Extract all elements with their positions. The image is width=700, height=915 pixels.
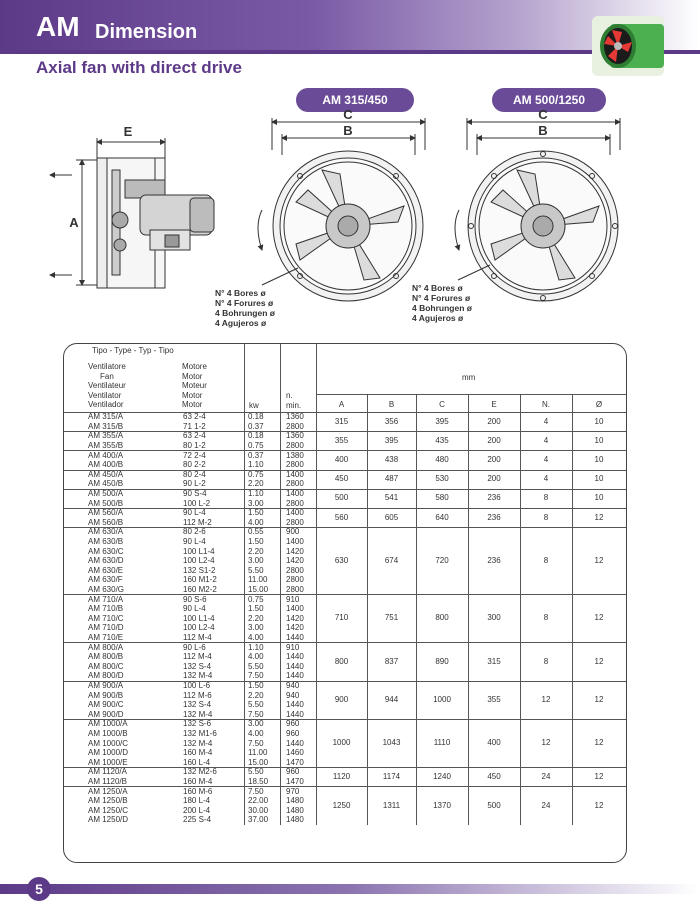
power-kw-cell: 2.20 [248,613,264,623]
dimension-value-cell: 12 [594,613,604,623]
power-kw-cell: 5.50 [248,700,264,710]
fan-type-cell: AM 1120/B [88,777,127,786]
fan-type-cell: AM 500/A [88,489,124,498]
power-kw-cell: 4.00 [248,633,264,642]
fan-type-cell: AM 900/A [88,681,124,690]
speed-rpm-cell: 2800 [286,517,304,527]
footer-band [0,884,700,894]
power-kw-cell: 1.10 [248,489,264,498]
dimension-value-cell: 720 [435,555,449,565]
dimension-value-cell: 1174 [382,771,401,781]
fan-type-cell: AM 315/B [88,421,124,431]
dimension-value-cell: 12 [594,738,604,748]
speed-rpm-cell: 1360 [286,431,304,441]
motor-type-cell: 71 1-2 [183,421,206,431]
dimension-value-cell: 605 [384,512,399,522]
fan-type-cell: AM 630/A [88,527,124,537]
power-kw-cell: 7.50 [248,709,264,719]
mm-header: mm [462,373,476,382]
front-view-315-450 [258,118,425,301]
power-kw-cell: 0.75 [248,594,264,604]
motor-type-cell: 63 2-4 [183,431,206,441]
dimension-value-cell: 12 [594,771,604,781]
speed-rpm-cell: 1480 [286,815,304,825]
dimension-value-cell: 355 [334,435,349,445]
page-number: 5 [27,877,51,901]
dimension-value-cell: 8 [543,613,549,623]
power-kw-cell: 3.00 [248,498,264,508]
motor-type-cell: 80 2-4 [183,469,206,479]
dimension-value-cell: 12 [594,656,604,666]
dimension-value-cell: 674 [384,555,399,565]
speed-rpm-cell: 1440 [286,652,304,662]
dimension-value-cell: 1110 [433,738,451,748]
dimension-value-cell: 236 [487,493,501,503]
motor-type-cell: 112 M-2 [183,517,212,527]
page-title-suffix: Dimension [95,21,198,43]
dimension-value-cell: 200 [487,455,501,464]
fan-thumbnail-logo [592,16,664,76]
dimension-value-cell: 435 [435,435,449,445]
motor-type-cell: 132 M-4 [183,671,213,681]
speed-rpm-cell: 2800 [286,585,304,594]
fan-header: Ventilatore Fan Ventilateur Ventilator Ventilador [88,362,126,410]
motor-type-cell: 160 M-4 [183,748,213,758]
motor-type-cell: 63 2-4 [183,412,206,422]
motor-header: Motore Motor Moteur Motor Motor [182,362,207,410]
speed-rpm-cell: 960 [286,729,300,738]
page-title: AM [36,11,80,42]
speed-rpm-cell: 1420 [286,546,304,556]
dimension-value-cell: 1240 [433,771,451,781]
speed-rpm-cell: 1480 [286,796,304,806]
dimension-value-cell: 944 [384,695,399,704]
motor-type-cell: 100 L2-4 [183,623,215,633]
power-kw-cell: 7.50 [248,786,264,796]
speed-rpm-cell: 1400 [286,469,304,479]
speed-rpm-cell: 1400 [286,489,304,498]
dimension-value-cell: 24 [541,800,551,810]
dimension-value-cell: 12 [541,738,551,748]
power-kw-cell: 7.50 [248,671,264,681]
power-kw-cell: 0.18 [248,431,264,441]
speed-rpm-cell: 910 [286,594,300,604]
dimension-value-cell: 541 [384,493,399,503]
fan-type-cell: AM 400/A [88,450,124,460]
speed-rpm-cell: 1470 [286,777,304,786]
dimension-value-cell: 315 [334,416,349,426]
motor-type-cell: 132 S-4 [183,700,212,710]
fan-type-cell: AM 355/A [88,431,124,441]
fan-type-cell: AM 355/B [88,441,124,450]
fan-type-cell: AM 800/D [88,671,124,681]
power-kw-cell: 2.20 [248,546,264,556]
motor-type-cell: 132 M1-6 [183,729,217,738]
motor-type-cell: 112 M-4 [183,633,212,642]
motor-type-cell: 90 S-4 [183,489,207,498]
power-kw-cell: 0.37 [248,450,264,460]
power-kw-cell: 1.10 [248,460,264,470]
dimension-value-cell: 710 [334,613,349,623]
power-kw-cell: 2.20 [248,690,264,700]
power-kw-cell: 4.00 [248,729,264,738]
power-kw-cell: 15.00 [248,585,269,594]
power-kw-cell: 2.20 [248,479,264,489]
fan-type-cell: AM 1250/B [88,796,128,806]
power-kw-cell: 0.55 [248,527,264,537]
speed-rpm-cell: 1420 [286,623,304,633]
dimension-value-cell: 395 [435,416,449,426]
fan-type-cell: AM 900/D [88,709,124,719]
dimension-value-cell: 1250 [332,800,351,810]
dimension-value-cell: 1000 [433,695,451,704]
power-kw-cell: 1.50 [248,681,264,690]
motor-type-cell: 80 2-2 [183,460,206,470]
dimension-value-cell: 356 [384,416,399,426]
dimension-value-cell: 355 [487,695,501,704]
power-kw-cell: 0.18 [248,412,264,422]
dimension-value-cell: 560 [334,512,349,522]
motor-type-cell: 80 2-6 [183,527,206,537]
dimension-value-cell: 800 [334,656,349,666]
power-kw-cell: 0.37 [248,421,264,431]
dimension-value-cell: 640 [435,512,449,522]
speed-rpm-cell: 960 [286,719,300,729]
fan-type-cell: AM 560/B [88,517,124,527]
motor-type-cell: 160 M2-2 [183,585,217,594]
dimension-value-cell: 500 [334,493,349,503]
power-kw-cell: 4.00 [248,652,264,662]
dimension-value-cell: 4 [543,435,549,445]
speed-rpm-cell: 940 [286,690,300,700]
dimension-value-cell: 200 [487,435,501,445]
bores-note-left: N° 4 Bores ø N° 4 Forures ø 4 Bohrungen ø 4 Agujeros ø [215,288,275,328]
speed-rpm-cell: 1440 [286,633,304,642]
dimension-value-cell: 395 [384,435,399,445]
dimension-value-cell: 8 [543,555,549,565]
fan-type-cell: AM 710/D [88,623,124,633]
fan-type-cell: AM 315/A [88,412,124,422]
power-kw-cell: 1.50 [248,508,264,518]
fan-type-cell: AM 450/B [88,479,124,489]
dimension-value-cell: 12 [594,555,604,565]
dimension-value-cell: 236 [487,555,501,565]
speed-rpm-cell: 2800 [286,575,304,585]
motor-type-cell: 132 S-4 [183,661,212,671]
speed-rpm-cell: 1440 [286,700,304,710]
dimension-value-cell: 10 [594,416,604,426]
fan-type-cell: AM 800/C [88,661,124,671]
dimension-value-cell: 4 [543,474,549,484]
dimension-drawing [0,110,700,340]
speed-rpm-cell: 1440 [286,738,304,748]
power-kw-cell: 5.50 [248,661,264,671]
dimension-value-cell: 900 [334,695,349,704]
speed-rpm-cell: 2800 [286,460,304,470]
dimension-value-cell: 837 [384,656,399,666]
speed-rpm-cell: 1400 [286,508,304,518]
motor-type-cell: 160 L-4 [183,757,211,767]
power-kw-cell: 5.50 [248,565,264,575]
dimension-value-cell: 480 [435,455,449,464]
fan-type-cell: AM 1250/A [88,786,128,796]
rpm-header: n. min. [286,391,302,410]
dim-header-4: N. [542,400,550,409]
motor-type-cell: 90 L-2 [183,479,206,489]
speed-rpm-cell: 940 [286,681,300,690]
fan-type-cell: AM 710/A [88,594,124,604]
motor-type-cell: 200 L-4 [183,805,211,815]
type-header: Tipo - Type - Typ - Tipo [92,346,174,355]
power-kw-cell: 0.75 [248,441,264,450]
dimension-value-cell: 890 [435,656,449,666]
motor-type-cell: 80 1-2 [183,441,206,450]
fan-type-cell: AM 710/B [88,604,124,614]
power-kw-cell: 3.00 [248,719,264,729]
fan-type-cell: AM 710/E [88,633,124,642]
motor-type-cell: 132 M-4 [183,738,213,748]
power-kw-cell: 37.00 [248,815,269,825]
fan-type-cell: AM 1250/C [88,805,129,815]
fan-type-cell: AM 630/F [88,575,123,585]
bores-note-right: N° 4 Bores ø N° 4 Forures ø 4 Bohrungen ø 4 Agujeros ø [412,283,472,323]
fan-type-cell: AM 800/A [88,642,124,652]
power-kw-cell: 1.50 [248,604,264,614]
fan-type-cell: AM 1000/E [88,757,128,767]
motor-type-cell: 180 L-4 [183,796,211,806]
dimension-value-cell: 1000 [332,738,351,748]
speed-rpm-cell: 1440 [286,671,304,681]
speed-rpm-cell: 2800 [286,441,304,450]
dimension-value-cell: 12 [594,695,604,704]
page-subtitle: Axial fan with direct drive [36,58,242,77]
fan-type-cell: AM 630/C [88,546,124,556]
dimension-value-cell: 1043 [382,738,401,748]
dimension-value-cell: 8 [543,493,549,503]
dimension-value-cell: 300 [487,613,501,623]
dim-label-a: A [69,215,79,230]
speed-rpm-cell: 1480 [286,805,304,815]
speed-rpm-cell: 910 [286,642,300,652]
dim-header-1: B [388,400,395,409]
dimension-value-cell: 500 [487,800,501,810]
power-kw-cell: 3.00 [248,623,264,633]
speed-rpm-cell: 1400 [286,604,304,614]
motor-type-cell: 90 L-6 [183,642,206,652]
fan-type-cell: AM 1000/D [88,748,129,758]
dim-label-b-right: B [538,123,548,138]
fan-type-cell: AM 450/A [88,469,124,479]
dimension-value-cell: 630 [334,555,349,565]
model-label-315-450: AM 315/450 [296,88,414,112]
dim-header-3: E [491,400,497,409]
speed-rpm-cell: 900 [286,527,300,537]
power-kw-cell: 30.00 [248,805,269,815]
speed-rpm-cell: 2800 [286,565,304,575]
motor-type-cell: 160 M1-2 [183,575,217,585]
motor-type-cell: 132 S-6 [183,719,212,729]
motor-type-cell: 100 L-6 [183,681,211,690]
dimension-value-cell: 24 [541,771,551,781]
motor-type-cell: 112 M-6 [183,690,212,700]
dimension-value-cell: 10 [594,493,604,503]
power-kw-cell: 15.00 [248,757,269,767]
motor-type-cell: 132 M-4 [183,709,213,719]
dimension-value-cell: 530 [435,474,449,484]
side-view-drawing [50,138,214,288]
motor-type-cell: 112 M-4 [183,652,212,662]
dimension-value-cell: 10 [594,474,604,484]
dimension-value-cell: 400 [334,455,349,464]
power-kw-cell: 1.50 [248,537,264,546]
speed-rpm-cell: 1420 [286,613,304,623]
dim-label-c-right: C [538,110,548,122]
speed-rpm-cell: 1470 [286,757,304,767]
fan-type-cell: AM 900/B [88,690,124,700]
dimension-value-cell: 1311 [382,800,401,810]
dimension-value-cell: 487 [384,474,399,484]
fan-type-cell: AM 800/B [88,652,124,662]
dimension-value-cell: 1370 [433,800,451,810]
speed-rpm-cell: 1420 [286,556,304,566]
motor-type-cell: 72 2-4 [183,450,206,460]
speed-rpm-cell: 970 [286,786,300,796]
power-kw-cell: 11.00 [248,748,268,758]
kw-header: kw [249,401,259,410]
fan-type-cell: AM 1120/A [88,767,127,777]
dimension-value-cell: 315 [487,656,501,666]
motor-type-cell: 100 L-2 [183,498,211,508]
motor-type-cell: 225 S-4 [183,815,212,825]
motor-type-cell: 90 L-4 [183,508,206,518]
dimension-value-cell: 12 [594,512,604,522]
speed-rpm-cell: 1460 [286,748,304,758]
fan-type-cell: AM 630/G [88,585,125,594]
dim-label-e: E [123,124,133,139]
speed-rpm-cell: 2800 [286,421,304,431]
dim-header-0: A [338,400,345,409]
speed-rpm-cell: 1400 [286,537,304,546]
motor-type-cell: 132 M2-6 [183,767,217,777]
dimension-value-cell: 10 [594,455,604,464]
speed-rpm-cell: 960 [286,767,300,777]
dim-header-2: C [439,400,445,409]
speed-rpm-cell: 2800 [286,479,304,489]
fan-type-cell: AM 630/B [88,537,124,546]
power-kw-cell: 22.00 [248,796,269,806]
fan-type-cell: AM 630/E [88,565,124,575]
dimension-value-cell: 450 [334,474,349,484]
dimension-value-cell: 8 [543,512,549,522]
front-view-500-1250 [455,118,620,301]
power-kw-cell: 11.00 [248,575,268,585]
power-kw-cell: 3.00 [248,556,264,566]
fan-type-cell: AM 900/C [88,700,124,710]
motor-type-cell: 90 L-4 [183,537,206,546]
fan-type-cell: AM 1000/B [88,729,128,738]
motor-type-cell: 100 L1-4 [183,613,215,623]
speed-rpm-cell: 1380 [286,450,304,460]
dimension-value-cell: 438 [384,455,399,464]
motor-type-cell: 160 M-6 [183,786,213,796]
dim-label-b-left: B [343,123,353,138]
power-kw-cell: 1.10 [248,642,264,652]
dimension-value-cell: 200 [487,474,501,484]
fan-type-cell: AM 710/C [88,613,124,623]
motor-type-cell: 100 L2-4 [183,556,215,566]
fan-type-cell: AM 400/B [88,460,124,470]
motor-type-cell: 100 L1-4 [183,546,215,556]
dimension-value-cell: 236 [487,512,501,522]
fan-type-cell: AM 1250/D [88,815,129,825]
model-label-500-1250: AM 500/1250 [492,88,606,112]
fan-type-cell: AM 500/B [88,498,124,508]
motor-type-cell: 132 S1-2 [183,565,216,575]
dimension-value-cell: 12 [594,800,604,810]
fan-type-cell: AM 1000/A [88,719,128,729]
dimension-value-cell: 12 [541,695,551,704]
dimension-value-cell: 800 [435,613,449,623]
dimension-value-cell: 200 [487,416,501,426]
dimension-value-cell: 8 [543,656,549,666]
dimension-value-cell: 1120 [332,771,351,781]
fan-type-cell: AM 1000/C [88,738,129,748]
dim-header-5: Ø [595,400,603,409]
dimension-value-cell: 4 [543,455,549,464]
dimension-value-cell: 4 [543,416,549,426]
dimension-value-cell: 400 [487,738,501,748]
motor-type-cell: 160 M-4 [183,777,213,786]
power-kw-cell: 4.00 [248,517,264,527]
fan-type-cell: AM 630/D [88,556,124,566]
power-kw-cell: 0.75 [248,469,264,479]
dimension-value-cell: 580 [435,493,449,503]
speed-rpm-cell: 1360 [286,412,304,422]
dimension-value-cell: 751 [384,613,399,623]
dimension-value-cell: 10 [594,435,604,445]
motor-type-cell: 90 S-6 [183,594,207,604]
motor-type-cell: 90 L-4 [183,604,206,614]
power-kw-cell: 5.50 [248,767,264,777]
speed-rpm-cell: 1440 [286,709,304,719]
speed-rpm-cell: 1440 [286,661,304,671]
dim-label-c-left: C [343,110,353,122]
speed-rpm-cell: 2800 [286,498,304,508]
fan-type-cell: AM 560/A [88,508,124,518]
power-kw-cell: 7.50 [248,738,264,748]
dimension-value-cell: 450 [487,771,501,781]
power-kw-cell: 18.50 [248,777,269,786]
